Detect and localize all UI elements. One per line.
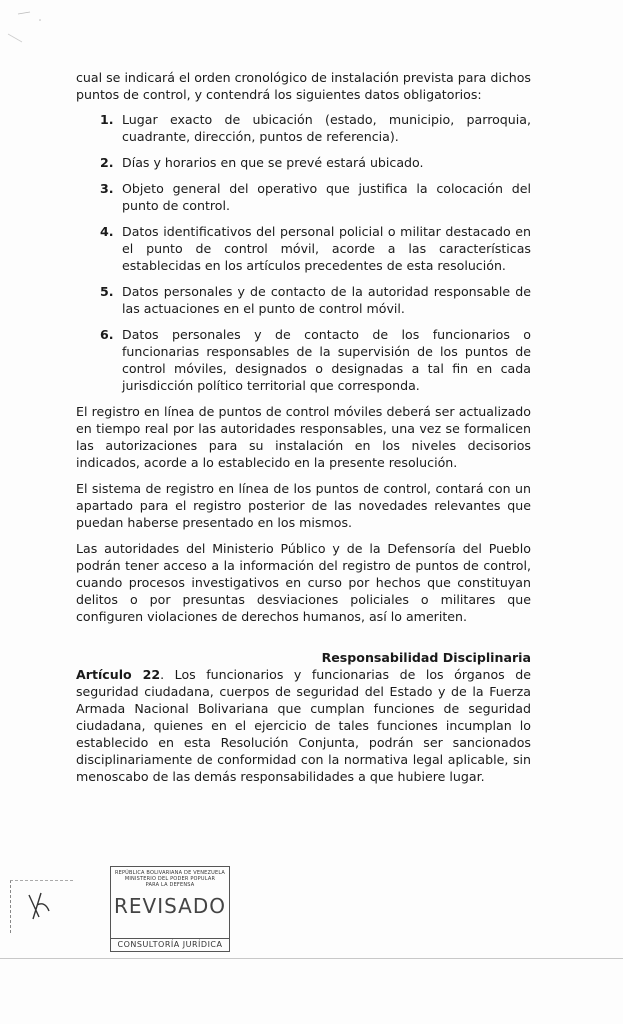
item-text: Datos personales y de contacto de los funcionarios o funcionarias responsables de la supervisión de los puntos de control móviles, designados o designadas a tal fin en cada jurisdicción político territorial que corresponda.	[122, 327, 531, 393]
stamp-header-line: REPÚBLICA BOLIVARIANA DE VENEZUELA	[114, 870, 226, 876]
scan-corner-marks	[0, 0, 60, 50]
body-paragraph: El registro en línea de puntos de control móviles deberá ser actualizado en tiempo real por las autoridades responsables, una vez se formalicen las autorizaciones para su instalación en los niveles decisorios indicados, acorde a lo establecido en la presente resolución.	[76, 404, 531, 470]
list-item	[100, 326, 531, 394]
item-text: Lugar exacto de ubicación (estado, municipio, parroquia, cuadrante, dirección, puntos de referencia).	[122, 112, 531, 144]
item-number: 5.	[100, 284, 114, 299]
document-body	[76, 69, 531, 785]
article-paragraph	[76, 666, 531, 785]
scan-edge-line	[0, 958, 623, 959]
stamp-footer: CONSULTORÍA JURÍDICA	[111, 938, 229, 951]
item-number: 4.	[100, 224, 114, 239]
list-item	[100, 180, 531, 214]
list-item	[100, 223, 531, 274]
reviewed-stamp	[110, 866, 230, 952]
initials-signature	[10, 880, 73, 933]
article-text: . Los funcionarios y funcionarias de los órganos de seguridad ciudadana, cuerpos de seguridad del Estado y de la Fuerza Armada Nacional Bolivariana que cumplan funciones de seguridad ciudadana, quienes en el ejercicio de tales funciones incumplan lo establecido en esta Resolución Conjunta, podrán ser sancionados disciplinariamente de conformidad con la normativa legal aplicable, sin menoscabo de las demás responsabilidades a que hubiere lugar.	[76, 667, 531, 784]
required-data-list	[100, 111, 531, 394]
list-item	[100, 111, 531, 145]
item-text: Datos identificativos del personal policial o militar destacado en el punto de control móvil, acorde a las características establecidas en los artículos precedentes de esta resolución.	[122, 224, 531, 273]
article-title: Artículo 22	[76, 667, 161, 682]
list-item	[100, 154, 531, 171]
item-text: Días y horarios en que se prevé estará ubicado.	[122, 155, 424, 170]
item-text: Objeto general del operativo que justifica la colocación del punto de control.	[122, 181, 531, 213]
stamp-header-line: MINISTERIO DEL PODER POPULAR	[124, 876, 216, 882]
body-paragraph: Las autoridades del Ministerio Público y de la Defensoría del Pueblo podrán tener acceso a la información del registro de puntos de control, cuando procesos investigativos en curso por hechos que constituyan delitos o por presuntas desviaciones policiales o militares que configuren violaciones de derechos humanos, así lo ameriten.	[76, 541, 531, 624]
item-number: 1.	[100, 112, 114, 127]
item-number: 2.	[100, 155, 114, 170]
body-paragraph: El sistema de registro en línea de los puntos de control, contará con un apartado para el registro posterior de las novedades relevantes que puedan haberse presentado en los mismos.	[76, 481, 531, 530]
intro-paragraph: cual se indicará el orden cronológico de instalación prevista para dichos puntos de control, y contendrá los siguientes datos obligatorios:	[76, 70, 531, 102]
item-number: 6.	[100, 327, 114, 342]
stamp-main-text: REVISADO	[113, 894, 226, 918]
section-heading: Responsabilidad Disciplinaria	[321, 650, 531, 665]
item-text: Datos personales y de contacto de la autoridad responsable de las actuaciones en el punto de control móvil.	[122, 284, 531, 316]
stamp-header-line: PARA LA DEFENSA	[145, 882, 195, 888]
list-item	[100, 283, 531, 317]
initials-signature-icon	[11, 881, 73, 933]
stamp-header	[111, 870, 229, 888]
item-number: 3.	[100, 181, 114, 196]
